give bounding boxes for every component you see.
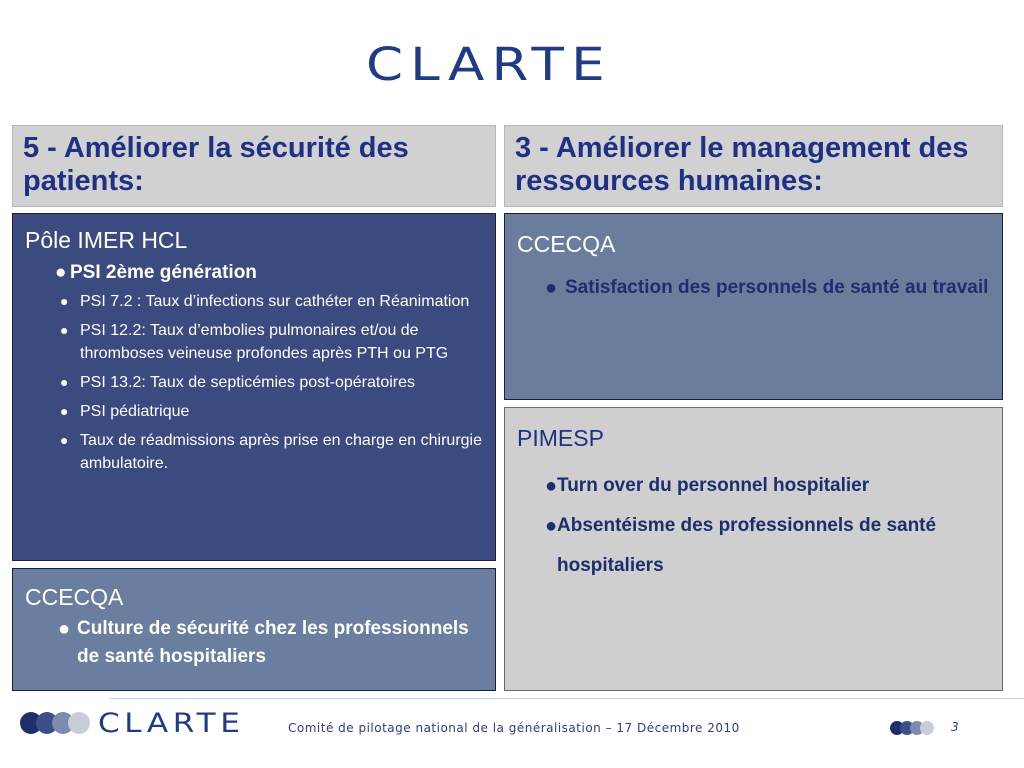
psi-item-text: PSI pédiatrique bbox=[80, 403, 190, 420]
bullet-icon: ● bbox=[545, 515, 558, 537]
list-item bbox=[25, 615, 483, 671]
bullet-icon: ● bbox=[58, 618, 71, 640]
imer-list bbox=[25, 260, 483, 286]
list-item bbox=[517, 506, 990, 586]
pimesp-title: PIMESP bbox=[517, 425, 604, 451]
ccecqa-safety-list bbox=[25, 615, 483, 671]
logo-dot-icon bbox=[920, 721, 934, 735]
bullet-icon: ● bbox=[60, 403, 69, 419]
pimesp-list bbox=[517, 466, 990, 586]
ccecqa-title: CCECQA bbox=[25, 584, 124, 610]
psi-list bbox=[0, 290, 483, 475]
bullet-icon: ● bbox=[55, 262, 67, 283]
footer-logo bbox=[20, 707, 245, 739]
list-item bbox=[0, 429, 483, 475]
item-text: Satisfaction des personnels de santé au travail bbox=[565, 277, 989, 298]
list-item bbox=[0, 371, 483, 394]
psi-item-text: PSI 12.2: Taux d’embolies pulmonaires et/ou de thromboses veineuse profondes après PTH ou PTG bbox=[80, 322, 449, 362]
bullet-icon: ● bbox=[545, 277, 558, 299]
footer-logo-text: CLARTE bbox=[98, 707, 245, 739]
imer-hcl-title: Pôle IMER HCL bbox=[25, 227, 188, 253]
objective-3-header: 3 - Améliorer le management des ressources humaines: bbox=[504, 125, 1003, 207]
ccecqa-title: CCECQA bbox=[517, 231, 616, 257]
psi-item-text: PSI 7.2 : Taux d’infections sur cathéter en Réanimation bbox=[80, 293, 470, 310]
psi-section-label: PSI 2ème génération bbox=[70, 262, 257, 283]
bullet-icon: ● bbox=[545, 475, 558, 497]
list-item bbox=[0, 319, 483, 365]
psi-item-text: Taux de réadmissions après prise en charge en chirurgie ambulatoire. bbox=[80, 432, 482, 472]
list-item bbox=[0, 290, 483, 313]
objective-5-header: 5 - Améliorer la sécurité des patients: bbox=[12, 125, 496, 207]
item-text: Turn over du personnel hospitalier bbox=[557, 475, 870, 496]
footer-divider bbox=[110, 698, 1024, 699]
list-item bbox=[25, 260, 483, 286]
ccecqa-hr-list bbox=[517, 270, 990, 306]
page-number: 3 bbox=[951, 720, 959, 734]
item-text: Absentéisme des professionnels de santé hospitaliers bbox=[557, 515, 937, 576]
bullet-icon: ● bbox=[60, 322, 69, 338]
footer-dots bbox=[890, 721, 930, 735]
footer-caption: Comité de pilotage national de la généralisation – 17 Décembre 2010 bbox=[288, 721, 740, 735]
pimesp-panel bbox=[504, 407, 1003, 691]
list-item bbox=[517, 270, 990, 306]
bullet-icon: ● bbox=[60, 293, 69, 309]
list-item bbox=[0, 400, 483, 423]
logo-dot-icon bbox=[68, 712, 90, 734]
clarte-logo: CLARTE bbox=[366, 38, 612, 91]
ccecqa-hr-panel bbox=[504, 213, 1003, 400]
bullet-icon: ● bbox=[60, 432, 69, 448]
item-text: Culture de sécurité chez les professionnels de santé hospitaliers bbox=[77, 618, 469, 667]
ccecqa-safety-panel bbox=[12, 568, 496, 691]
bullet-icon: ● bbox=[60, 374, 69, 390]
imer-hcl-panel bbox=[12, 213, 496, 561]
psi-item-text: PSI 13.2: Taux de septicémies post-opératoires bbox=[80, 374, 415, 391]
list-item bbox=[517, 466, 990, 506]
